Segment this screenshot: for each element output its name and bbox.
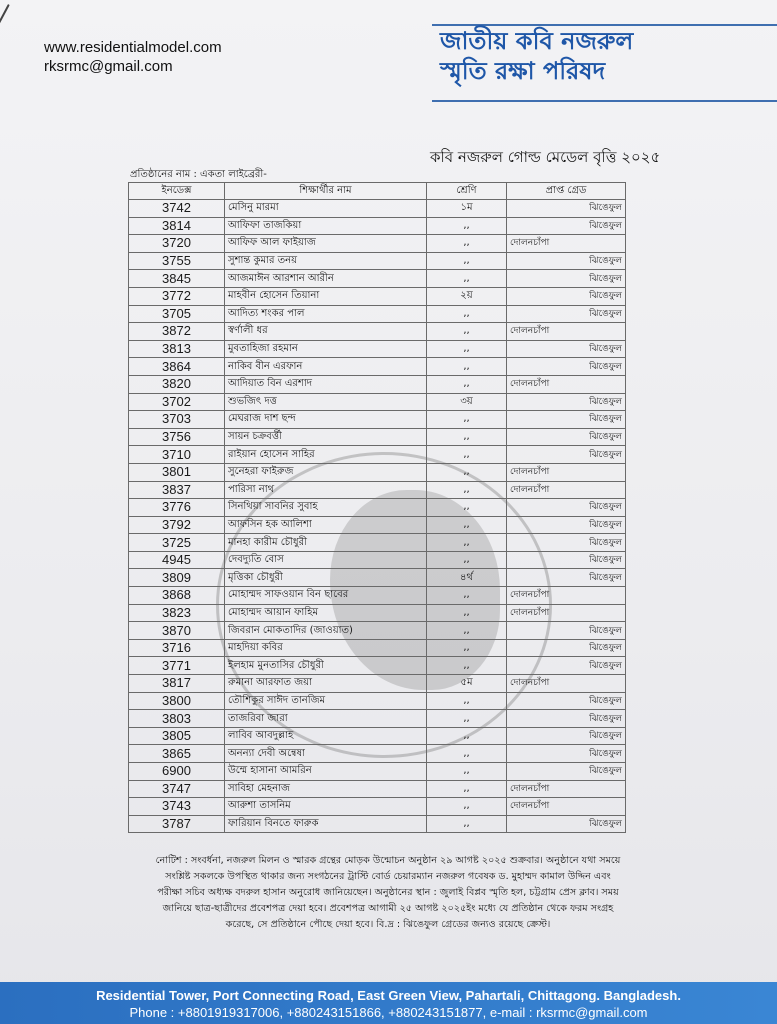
grade-cell: দোলনচাঁপা (507, 481, 626, 499)
table-row (129, 393, 626, 411)
name-cell: অনন্যা দেবী অন্বেষা (225, 745, 427, 763)
notice-line: সংশ্লিষ্ট সকলকে উপস্থিত থাকার জন্য সংগঠনের ট্রাস্টি বোর্ড চেয়ারম্যান নজরুল গবেষক ড. মুহাম্মদ কামাল উদ্দিন এবং (165, 871, 611, 882)
table-row (129, 411, 626, 429)
grade-cell: ঝিঙেফুল (507, 763, 626, 781)
org-name-line2: স্মৃতি রক্ষা পরিষদ (440, 56, 606, 85)
email-text: rksrmc@gmail.com (44, 58, 173, 75)
grade-cell: ঝিঙেফুল (507, 217, 626, 235)
name-cell: মুবতাহিজা রহমান (225, 340, 427, 358)
class-cell: ৩য় (427, 393, 507, 411)
table-row (129, 235, 626, 253)
table-row (129, 639, 626, 657)
grade-cell: দোলনচাঁপা (507, 587, 626, 605)
class-cell: ,, (427, 446, 507, 464)
index-cell: 3720 (129, 235, 225, 253)
table-row (129, 763, 626, 781)
table-row (129, 780, 626, 798)
grade-cell: দোলনচাঁপা (507, 798, 626, 816)
document-title: কবি নজরুল গোল্ড মেডেল বৃত্তি ২০২৫ (430, 148, 661, 166)
index-cell: 3747 (129, 780, 225, 798)
class-cell: ,, (427, 780, 507, 798)
index-cell: 3814 (129, 217, 225, 235)
grade-cell: ঝিঙেফুল (507, 534, 626, 552)
table-row (129, 287, 626, 305)
name-cell: আরুশা তাসনিম (225, 798, 427, 816)
grade-cell: দোলনচাঁপা (507, 604, 626, 622)
grade-cell: ঝিঙেফুল (507, 411, 626, 429)
name-cell: রুমানা আরফাত জয়া (225, 675, 427, 693)
table-row (129, 727, 626, 745)
class-cell: ,, (427, 428, 507, 446)
name-cell: মেসিনু মারমা (225, 200, 427, 218)
grade-cell: দোলনচাঁপা (507, 375, 626, 393)
grade-cell: ঝিঙেফুল (507, 745, 626, 763)
class-cell: ,, (427, 604, 507, 622)
grade-cell: ঝিঙেফুল (507, 340, 626, 358)
name-cell: আফিফা তাজকিয়া (225, 217, 427, 235)
class-cell: ,, (427, 745, 507, 763)
table-row (129, 745, 626, 763)
footer-phone: Phone : +8801919317006, +880243151866, +880243151877, e-mail : rksrmc@gmail.com (129, 1005, 648, 1020)
index-cell: 3803 (129, 710, 225, 728)
index-cell: 3823 (129, 604, 225, 622)
index-cell: 3710 (129, 446, 225, 464)
name-cell: মৃত্তিকা চৌধুরী (225, 569, 427, 587)
table-row (129, 534, 626, 552)
name-cell: সিনথিয়া সাবনির সুবাহ (225, 499, 427, 517)
grade-cell: ঝিঙেফুল (507, 692, 626, 710)
name-cell: সুশান্ত কুমার তনয় (225, 252, 427, 270)
name-cell: মানহা কারীম চৌধুরী (225, 534, 427, 552)
name-cell: আদিত্য শংকর পাল (225, 305, 427, 323)
index-cell: 3702 (129, 393, 225, 411)
class-cell: ,, (427, 516, 507, 534)
class-cell: ,, (427, 323, 507, 341)
class-cell: ,, (427, 587, 507, 605)
name-cell: সায়ন চক্রবর্ত্তী (225, 428, 427, 446)
name-cell: উম্মে হাসানা আমরিন (225, 763, 427, 781)
grade-cell: ঝিঙেফুল (507, 252, 626, 270)
class-cell: ,, (427, 305, 507, 323)
index-cell: 3792 (129, 516, 225, 534)
table-row (129, 270, 626, 288)
class-cell: ,, (427, 710, 507, 728)
table-header-row (129, 183, 626, 200)
notice-line: পরীক্ষা সচিব অধ্যক্ষ বদরুল হাসান অনুরোধ জানিয়েছেন। অনুষ্ঠানের স্থান : জুলাই বিপ্লব স্মৃতি হল, চট্টগ্রাম প্রেস ক্লাব। সময় (157, 887, 619, 898)
table-row (129, 587, 626, 605)
website-text: www.residentialmodel.com (44, 39, 222, 56)
index-cell: 3772 (129, 287, 225, 305)
organization-logo-title (432, 24, 777, 102)
notice-line: নোটিশ : সংবর্ধনা, নজরুল মিলন ও স্মারক গ্রন্থের মোড়ক উন্মোচন অনুষ্ঠান ২৯ আগষ্ট ২০২৫ শুক্রবার। অনুষ্ঠানে যথা সময়ে (155, 855, 621, 866)
index-cell: 3865 (129, 745, 225, 763)
class-cell: ,, (427, 763, 507, 781)
index-cell: 3703 (129, 411, 225, 429)
grade-cell: দোলনচাঁপা (507, 675, 626, 693)
grade-cell: ঝিঙেফুল (507, 639, 626, 657)
table-row (129, 463, 626, 481)
grade-cell: ঝিঙেফুল (507, 428, 626, 446)
class-cell: ,, (427, 217, 507, 235)
class-cell: ২য় (427, 287, 507, 305)
org-name-line1: জাতীয় কবি নজরুল (440, 26, 634, 55)
index-cell: 3813 (129, 340, 225, 358)
class-cell: ,, (427, 692, 507, 710)
table-row (129, 798, 626, 816)
grade-cell: দোলনচাঁপা (507, 463, 626, 481)
class-cell: ,, (427, 551, 507, 569)
name-cell: সাবিহা মেহনাজ (225, 780, 427, 798)
table-row (129, 569, 626, 587)
name-cell: আজমাঈন আরশান আরীন (225, 270, 427, 288)
index-cell: 3868 (129, 587, 225, 605)
header-name: শিক্ষার্থীর নাম (225, 183, 427, 200)
class-cell: ,, (427, 639, 507, 657)
index-cell: 3864 (129, 358, 225, 376)
grade-cell: দোলনচাঁপা (507, 323, 626, 341)
header-class: শ্রেণি (427, 183, 507, 200)
grade-cell: দোলনচাঁপা (507, 235, 626, 253)
name-cell: রাইয়ান হোসেন সাহির (225, 446, 427, 464)
contact-block (44, 38, 222, 76)
index-cell: 3725 (129, 534, 225, 552)
index-cell: 3787 (129, 815, 225, 833)
grade-cell: ঝিঙেফুল (507, 815, 626, 833)
index-cell: 3771 (129, 657, 225, 675)
class-cell: ,, (427, 499, 507, 517)
class-cell: ,, (427, 463, 507, 481)
header-index: ইনডেক্স (129, 183, 225, 200)
grade-cell: ঝিঙেফুল (507, 358, 626, 376)
index-cell: 3776 (129, 499, 225, 517)
table-row (129, 657, 626, 675)
class-cell: ,, (427, 798, 507, 816)
grade-cell: ঝিঙেফুল (507, 657, 626, 675)
class-cell: ৪র্থ (427, 569, 507, 587)
index-cell: 3817 (129, 675, 225, 693)
table-row (129, 358, 626, 376)
name-cell: মাহদিয়া কবির (225, 639, 427, 657)
table-row (129, 481, 626, 499)
footer-address: Residential Tower, Port Connecting Road, East Green View, Pahartali, Chittagong. Bangladesh. (96, 988, 681, 1003)
table-row (129, 446, 626, 464)
class-cell: ,, (427, 340, 507, 358)
index-cell: 3705 (129, 305, 225, 323)
name-cell: লাবিব আবদুল্লাহ (225, 727, 427, 745)
header-grade: প্রাপ্ত গ্রেড (507, 183, 626, 200)
grade-cell: ঝিঙেফুল (507, 305, 626, 323)
grade-cell: ঝিঙেফুল (507, 393, 626, 411)
table-row (129, 551, 626, 569)
index-cell: 3800 (129, 692, 225, 710)
table-body (129, 200, 626, 833)
grade-cell: ঝিঙেফুল (507, 499, 626, 517)
table-row (129, 217, 626, 235)
grade-cell: ঝিঙেফুল (507, 569, 626, 587)
table-row (129, 622, 626, 640)
footer-bar (0, 982, 777, 1024)
table-row (129, 675, 626, 693)
index-cell: 3743 (129, 798, 225, 816)
table-row (129, 340, 626, 358)
index-cell: 3801 (129, 463, 225, 481)
class-cell: ,, (427, 727, 507, 745)
class-cell: ,, (427, 411, 507, 429)
table-row (129, 323, 626, 341)
table-row (129, 375, 626, 393)
grade-cell: ঝিঙেফুল (507, 727, 626, 745)
name-cell: তৌশিকুর সাঈদ তানজিম (225, 692, 427, 710)
table-row (129, 305, 626, 323)
grade-cell: ঝিঙেফুল (507, 622, 626, 640)
class-cell: ,, (427, 481, 507, 499)
class-cell: ,, (427, 375, 507, 393)
grade-cell: ঝিঙেফুল (507, 710, 626, 728)
class-cell: ,, (427, 252, 507, 270)
results-table (128, 182, 626, 833)
index-cell: 4945 (129, 551, 225, 569)
notice-block (138, 853, 638, 933)
table-row (129, 710, 626, 728)
pen-mark (0, 4, 10, 42)
name-cell: ফারিয়ান বিনতে ফারুক (225, 815, 427, 833)
class-cell: ১ম (427, 200, 507, 218)
class-cell: ,, (427, 657, 507, 675)
table-row (129, 516, 626, 534)
class-cell: ,, (427, 358, 507, 376)
name-cell: আফসিন হক আলিশা (225, 516, 427, 534)
index-cell: 3870 (129, 622, 225, 640)
grade-cell: ঝিঙেফুল (507, 446, 626, 464)
index-cell: 3872 (129, 323, 225, 341)
grade-cell: দোলনচাঁপা (507, 780, 626, 798)
table-row (129, 428, 626, 446)
grade-cell: ঝিঙেফুল (507, 200, 626, 218)
index-cell: 3845 (129, 270, 225, 288)
table-row (129, 252, 626, 270)
name-cell: আফিফ আল ফাইয়াজ (225, 235, 427, 253)
index-cell: 3837 (129, 481, 225, 499)
table-row (129, 815, 626, 833)
notice-line: জানিয়ে ছাত্র-ছাত্রীদের প্রবেশপত্র দেয়া হবে। প্রবেশপত্র আগামী ২৫ আগষ্ট ২০২৫ইং মধ্যে যে প্রতিষ্ঠান থেকে ফরম সংগ্রহ (162, 903, 614, 914)
grade-cell: ঝিঙেফুল (507, 287, 626, 305)
class-cell: ,, (427, 815, 507, 833)
table-row (129, 200, 626, 218)
institution-name: প্রতিষ্ঠানের নাম : একতা লাইব্রেরী- (130, 169, 267, 180)
class-cell: ৫ম (427, 675, 507, 693)
name-cell: মাহবীন হোসেন তিয়ানা (225, 287, 427, 305)
name-cell: মোহাম্মদ আয়ান ফাহিম (225, 604, 427, 622)
index-cell: 3755 (129, 252, 225, 270)
notice-line: করেছে, সে প্রতিষ্ঠানে পৌছে দেয়া হবে। বি.দ্র : ঝিঙেফুল গ্রেডের জন্যও রয়েছে ক্রেস্ট। (225, 919, 551, 930)
index-cell: 3820 (129, 375, 225, 393)
table-row (129, 499, 626, 517)
class-cell: ,, (427, 235, 507, 253)
grade-cell: ঝিঙেফুল (507, 516, 626, 534)
name-cell: নাকিব বীন এরফান (225, 358, 427, 376)
name-cell: জিবরান মোকতাদির (জাওয়াত) (225, 622, 427, 640)
class-cell: ,, (427, 534, 507, 552)
index-cell: 3756 (129, 428, 225, 446)
name-cell: তাজরিবা জারা (225, 710, 427, 728)
name-cell: স্বর্ণালী ধর (225, 323, 427, 341)
grade-cell: ঝিঙেফুল (507, 551, 626, 569)
name-cell: আদিয়াত বিন এরশাদ (225, 375, 427, 393)
name-cell: মোহাম্মদ সাফওয়ান বিন ছাবের (225, 587, 427, 605)
index-cell: 6900 (129, 763, 225, 781)
index-cell: 3809 (129, 569, 225, 587)
class-cell: ,, (427, 270, 507, 288)
table-row (129, 604, 626, 622)
index-cell: 3805 (129, 727, 225, 745)
index-cell: 3742 (129, 200, 225, 218)
name-cell: দেবদ্যুতি বোস (225, 551, 427, 569)
name-cell: পারিসা নাথ (225, 481, 427, 499)
table-row (129, 692, 626, 710)
name-cell: সুনেহরা ফাইরুজ (225, 463, 427, 481)
grade-cell: ঝিঙেফুল (507, 270, 626, 288)
index-cell: 3716 (129, 639, 225, 657)
name-cell: মেঘরাজ দাশ ছন্দ (225, 411, 427, 429)
name-cell: ইলহাম মুনতাসির চৌধুরী (225, 657, 427, 675)
class-cell: ,, (427, 622, 507, 640)
name-cell: শুভজিৎ দত্ত (225, 393, 427, 411)
